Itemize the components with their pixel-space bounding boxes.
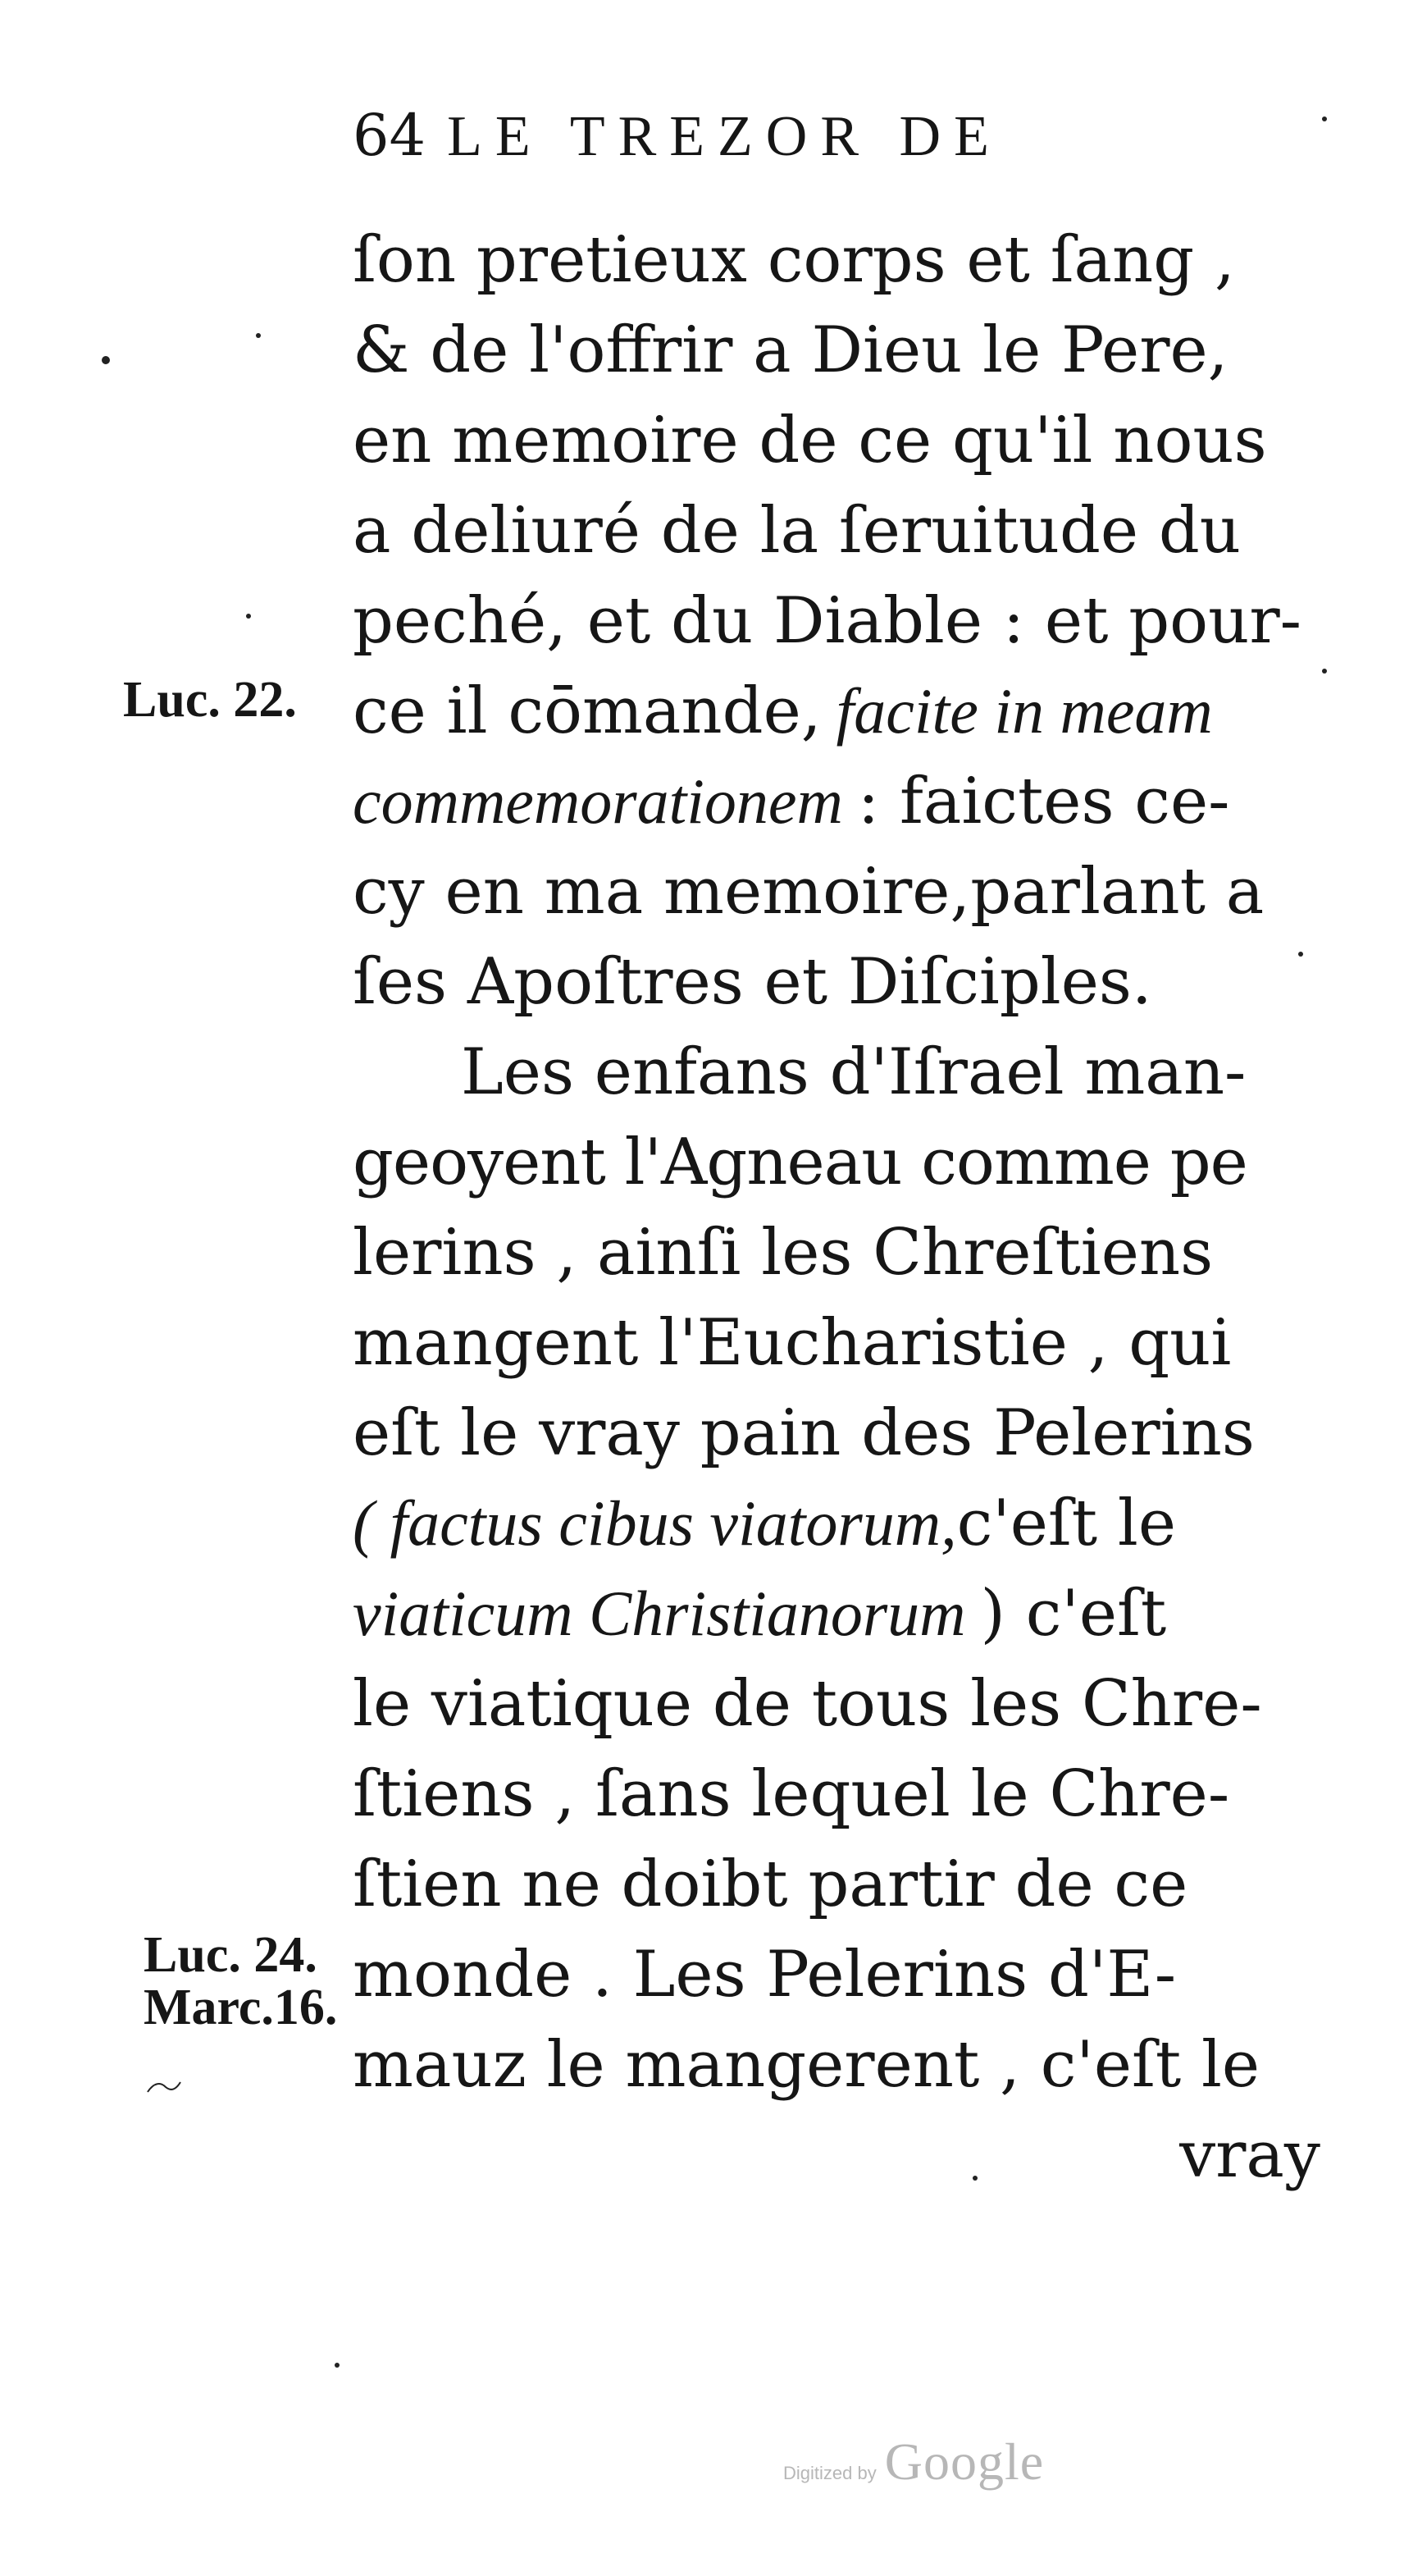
text-line xyxy=(353,1569,1320,1659)
text-line: ſtien ne doibt partir de ce xyxy=(353,1848,1188,1921)
text-line: ſtiens , ſans lequel le Chre- xyxy=(353,1757,1230,1831)
latin-phrase: commemorationem xyxy=(353,765,843,837)
text-line: ſes Apoſtres et Diſciples. xyxy=(353,945,1152,1019)
text-line: le viatique de tous les Chre- xyxy=(353,1667,1262,1741)
ink-speck xyxy=(973,2176,978,2181)
text-line: cy en ma memoire,parlant a xyxy=(353,855,1265,929)
text-span: : faictes ce- xyxy=(857,765,1230,838)
text-line: eſt le vray pain des Pelerins xyxy=(353,1396,1255,1470)
page-number: 64 xyxy=(353,102,426,169)
text-line xyxy=(353,756,1320,847)
text-line: mangent l'Eucharistie , qui xyxy=(353,1306,1232,1380)
text-span: ce il cōmande, xyxy=(353,674,822,748)
margin-note-luc-22: Luc. 22. xyxy=(123,672,297,728)
text-span: c'eſt le xyxy=(956,1487,1176,1560)
running-title: LE TREZOR DE xyxy=(447,105,1002,168)
text-line: en memoire de ce qu'il nous xyxy=(353,404,1267,477)
ink-speck xyxy=(256,333,261,338)
margin-note-luc-24: Luc. 24. xyxy=(144,1927,317,1983)
ink-mark xyxy=(146,2079,182,2094)
google-logo-text: Google xyxy=(884,2432,1045,2491)
text-line: & de l'offrir a Dieu le Pere, xyxy=(353,313,1228,387)
running-header xyxy=(353,102,1002,197)
watermark-prefix: Digitized by xyxy=(783,2463,877,2483)
text-span: ) c'eſt xyxy=(980,1577,1167,1651)
text-line: mauz le mangerent , c'eſt le xyxy=(353,2028,1260,2102)
ink-speck xyxy=(1322,669,1327,674)
text-line: a deliuré de la ſeruitude du xyxy=(353,494,1242,568)
catchword: vray xyxy=(1179,2118,1320,2192)
latin-phrase: ( factus cibus viatorum, xyxy=(353,1487,957,1559)
digitized-by-google-watermark xyxy=(783,2432,1044,2492)
ink-speck xyxy=(246,614,251,619)
text-line: ſon pretieux corps et ſang , xyxy=(353,223,1235,297)
latin-phrase: facite in meam xyxy=(836,675,1213,747)
text-line: lerins , ainſi les Chreſtiens xyxy=(353,1216,1214,1290)
text-line xyxy=(353,666,1320,756)
ink-speck xyxy=(102,356,110,364)
ink-speck xyxy=(335,2363,340,2368)
ink-speck xyxy=(1298,952,1303,957)
text-line: peché, et du Diable : et pour- xyxy=(353,584,1301,658)
text-line: monde . Les Pelerins d'E- xyxy=(353,1938,1177,2012)
ink-speck xyxy=(1322,116,1327,121)
paragraph-start-line: Les enfans d'Iſrael man- xyxy=(461,1035,1247,1109)
latin-phrase: viaticum Christianorum xyxy=(353,1578,966,1649)
main-text xyxy=(353,215,1320,2200)
margin-note-marc-16: Marc.16. xyxy=(144,1980,338,2035)
text-line xyxy=(353,1478,1320,1569)
text-line: geoyent l'Agneau comme pe xyxy=(353,1126,1247,1199)
